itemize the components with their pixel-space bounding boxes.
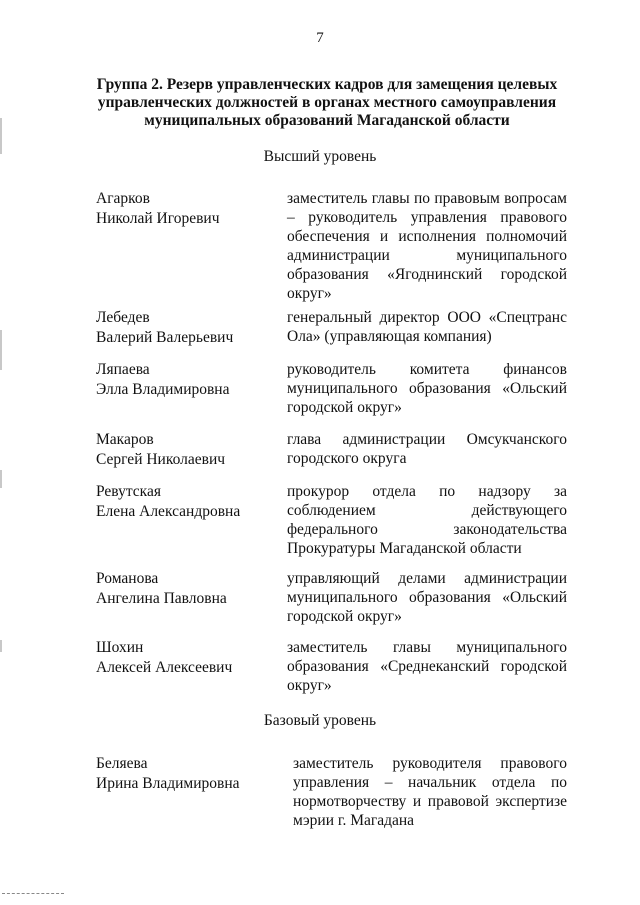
person-name bbox=[96, 308, 281, 348]
person-position: прокурор отдела по надзору за соблюдением действующего федерального законодательства Прокуратуры Магаданской области bbox=[287, 483, 567, 557]
person-name bbox=[96, 482, 281, 522]
person-position: управляющий делами администрации муниципального образования «Ольский городской округ» bbox=[287, 570, 567, 625]
person-name bbox=[96, 638, 281, 678]
level-heading-basic: Базовый уровень bbox=[263, 712, 377, 729]
person-given-names: Николай Игоревич bbox=[96, 210, 220, 227]
person-given-names: Элла Владимировна bbox=[96, 381, 230, 398]
person-given-names: Сергей Николаевич bbox=[96, 451, 226, 468]
person-position: заместитель главы по правовым вопросам – руководитель управления правового обеспечения и исполнения полномочий администрации муниципального образования «Ягоднинский городской округ» bbox=[287, 190, 567, 302]
person-surname: Романова bbox=[96, 570, 159, 587]
person-surname: Шохин bbox=[96, 639, 144, 656]
person-given-names: Алексей Алексеевич bbox=[96, 659, 233, 676]
level-heading-higher: Высший уровень bbox=[263, 148, 377, 165]
person-surname: Агарков bbox=[96, 190, 150, 207]
scan-margin-mark bbox=[0, 640, 2, 652]
person-surname: Беляева bbox=[96, 755, 148, 772]
person-name bbox=[96, 360, 281, 400]
person-surname: Ревутская bbox=[96, 483, 161, 500]
person-position: заместитель руководителя правового управления – начальник отдела по нормотворчеству и правовой экспертизе мэрии г. Магадана bbox=[293, 755, 567, 829]
page-number: 7 bbox=[316, 30, 324, 46]
person-surname: Макаров bbox=[96, 431, 154, 448]
footer-dashed-rule bbox=[2, 893, 64, 895]
person-position: заместитель главы муниципального образования «Среднеканский городской округ» bbox=[287, 639, 567, 694]
person-position: руководитель комитета финансов муниципального образования «Ольский городской округ» bbox=[287, 361, 567, 416]
person-given-names: Елена Александровна bbox=[96, 503, 241, 520]
scan-margin-mark bbox=[0, 330, 2, 370]
person-given-names: Валерий Валерьевич bbox=[96, 329, 234, 346]
person-surname: Ляпаева bbox=[96, 361, 150, 378]
person-given-names: Ирина Владимировна bbox=[96, 775, 240, 792]
document-title: Группа 2. Резерв управленческих кадров для замещения целевых управленческих должностей в органах местного самоуправления муниципальных образований Магаданской области bbox=[96, 76, 558, 129]
person-name bbox=[96, 430, 281, 470]
person-name bbox=[96, 754, 281, 794]
person-given-names: Ангелина Павловна bbox=[96, 590, 227, 607]
person-position: глава администрации Омсукчанского городского округа bbox=[287, 431, 567, 467]
person-name bbox=[96, 189, 281, 229]
person-position: генеральный директор ООО «Спецтранс Ола» (управляющая компания) bbox=[287, 309, 567, 345]
scan-margin-mark bbox=[0, 470, 2, 488]
person-name bbox=[96, 569, 281, 609]
person-surname: Лебедев bbox=[96, 309, 150, 326]
